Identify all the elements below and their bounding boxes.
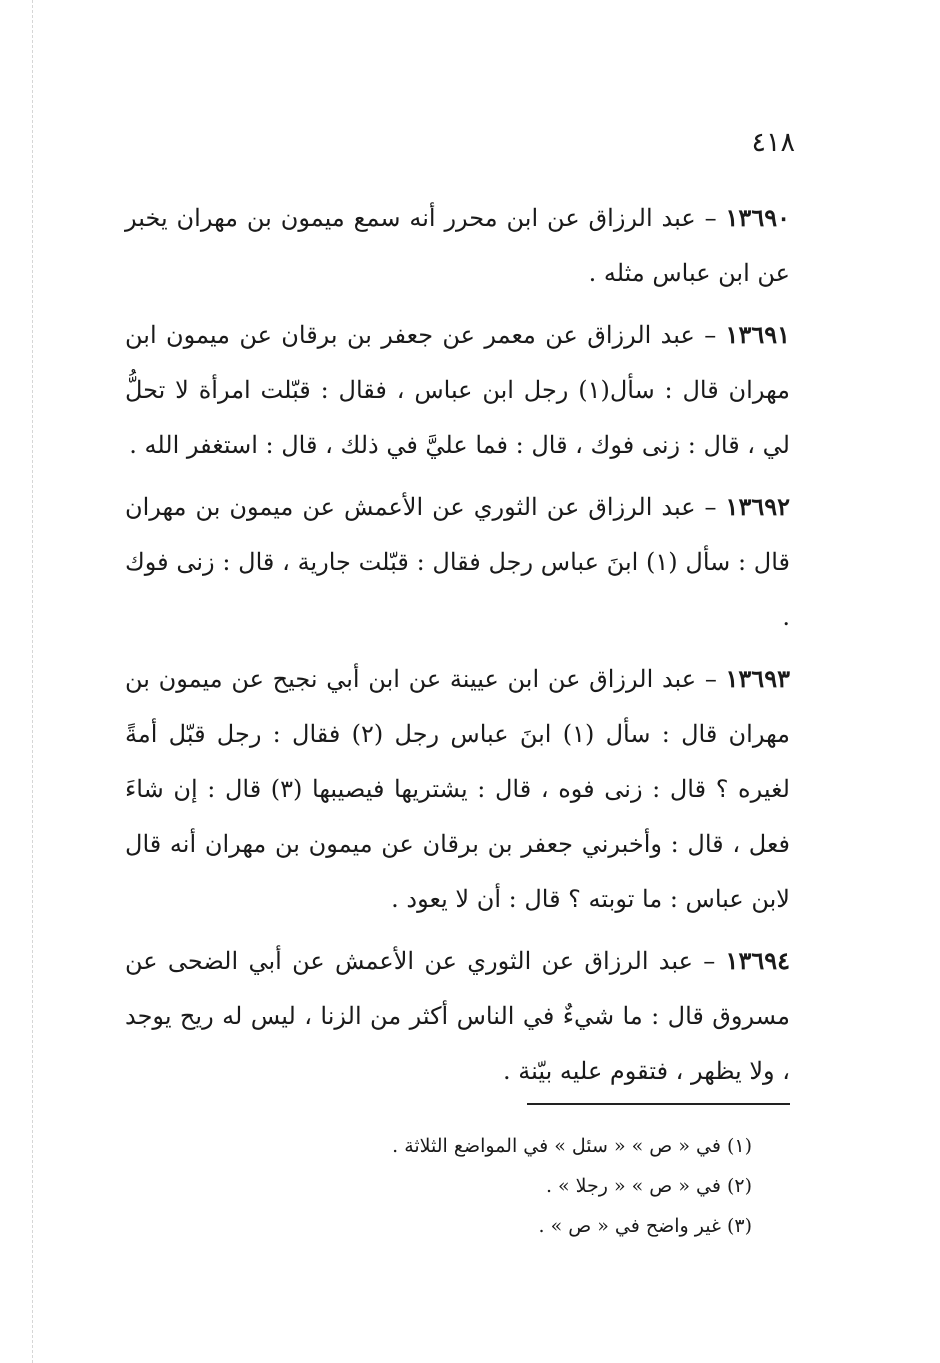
hadith-separator: – <box>703 947 716 975</box>
hadith-separator: – <box>704 321 717 349</box>
hadith-number: ١٣٦٩٢ <box>725 492 790 521</box>
hadith-13694 <box>125 933 790 1099</box>
page-number: ٤١٨ <box>751 127 795 158</box>
footnote-3: (٣) غير واضح في « ص » . <box>538 1215 752 1237</box>
footnote-divider <box>527 1103 790 1105</box>
footnotes <box>125 1126 752 1246</box>
hadith-13690 <box>125 190 790 301</box>
footnote-2: (٢) في « ص » « رجلا » . <box>545 1175 752 1197</box>
hadith-number: ١٣٦٩٣ <box>725 664 790 693</box>
page-edge-line <box>32 0 33 1363</box>
hadith-number: ١٣٦٩٤ <box>725 946 790 975</box>
hadith-separator: – <box>704 204 717 232</box>
hadith-text: عبد الرزاق عن معمر عن جعفر بن برقان عن ميمون ابن مهران قال : سأل(١) رجل ابن عباس ، فقال : قبّلت امرأة لا تحلُّ لي ، قال : زنى فوك ، قال : فما عليَّ في ذلك ، قال : استغفر الله . <box>125 321 790 459</box>
hadith-text: عبد الرزاق عن الثوري عن الأعمش عن ميمون بن مهران قال : سأل (١) ابنَ عباس رجل فقال : قبّلت جارية ، قال : زنى فوك . <box>125 493 791 631</box>
hadith-13691 <box>125 307 790 473</box>
hadith-13692 <box>125 479 790 645</box>
hadith-13693 <box>125 651 790 927</box>
hadith-separator: – <box>704 493 717 521</box>
footnote-1: (١) في « ص » « سئل » في المواضع الثلاثة . <box>392 1135 752 1157</box>
hadith-number: ١٣٦٩١ <box>725 320 790 349</box>
hadith-number: ١٣٦٩٠ <box>725 203 790 232</box>
hadith-separator: – <box>704 665 717 693</box>
hadith-text: عبد الرزاق عن الثوري عن الأعمش عن أبي الضحى عن مسروق قال : ما شيءٌ في الناس أكثر من الزنا ، ليس له ريح يوجد ، ولا يظهر ، فتقوم عليه بيّنة . <box>125 947 790 1085</box>
main-text <box>125 190 790 1105</box>
hadith-text: عبد الرزاق عن ابن عيينة عن ابن أبي نجيح عن ميمون بن مهران قال : سأل (١) ابنَ عباس رجل (٢) فقال : رجل قبّل أمةً لغيره ؟ قال : زنى فوه ، قال : يشتريها فيصيبها (٣) قال : إن شاءَ فعل ، قال : وأخبرني جعفر بن برقان عن ميمون بن مهران أنه قال لابن عباس : ما توبته ؟ قال : أن لا يعود . <box>125 665 791 913</box>
hadith-text: عبد الرزاق عن ابن محرر أنه سمع ميمون بن مهران يخبر عن ابن عباس مثله . <box>125 204 790 287</box>
